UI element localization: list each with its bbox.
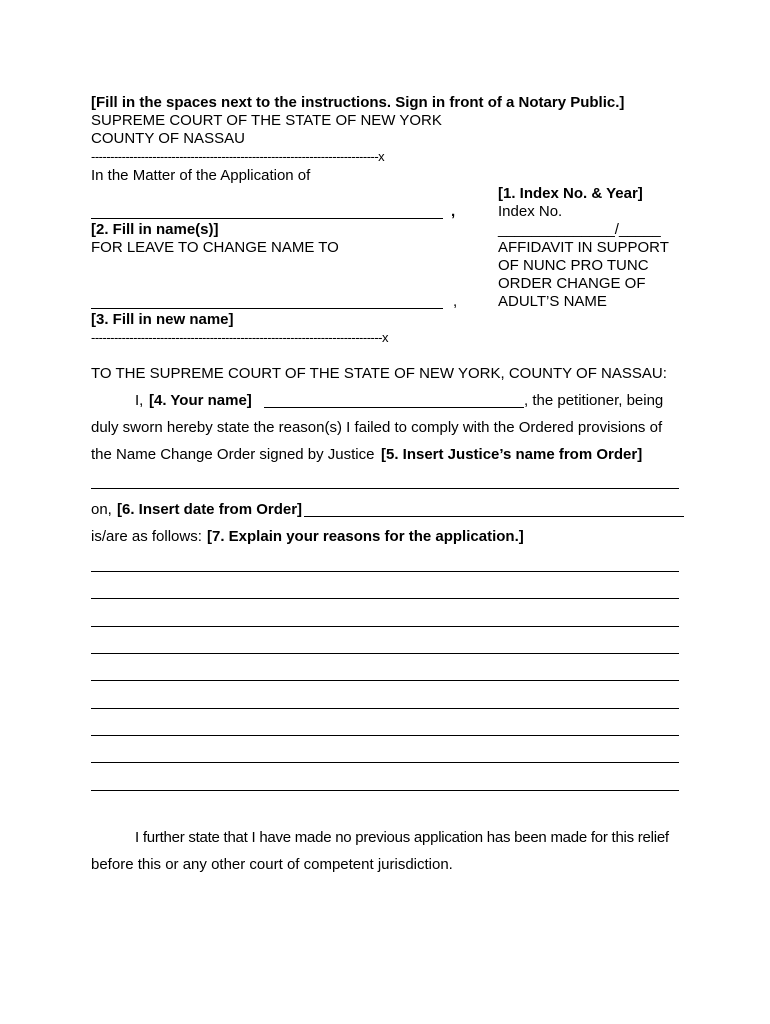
affidavit-title-line-2: OF NUNC PRO TUNC — [498, 257, 649, 274]
matter-of-text: In the Matter of the Application of — [91, 167, 311, 184]
step-7-label: [7. Explain your reasons for the application.] — [207, 528, 524, 545]
petitioner-text: , the petitioner, being — [524, 392, 664, 409]
step-1-label: [1. Index No. & Year] — [498, 185, 643, 202]
leave-to-change-text: FOR LEAVE TO CHANGE NAME TO — [91, 239, 339, 256]
reason-line-1[interactable] — [91, 571, 679, 572]
further-statement-line-1: I further state that I have made no previous application has been made for this relief — [135, 829, 669, 846]
order-date-line[interactable] — [304, 516, 684, 517]
county-name: COUNTY OF NASSAU — [91, 130, 245, 147]
step-4-label: [4. Your name] — [149, 392, 252, 409]
step-3-label: [3. Fill in new name] — [91, 311, 234, 328]
reason-line-9[interactable] — [91, 790, 679, 791]
affidavit-title-line-1: AFFIDAVIT IN SUPPORT — [498, 239, 669, 256]
i-prefix: I, — [135, 392, 144, 409]
justice-name-line[interactable] — [91, 488, 679, 489]
reason-line-4[interactable] — [91, 653, 679, 654]
fill-instructions: [Fill in the spaces next to the instructions. Sign in front of a Notary Public.] — [91, 94, 625, 111]
affidavit-title-line-4: ADULT’S NAME — [498, 293, 607, 310]
court-name: SUPREME COURT OF THE STATE OF NEW YORK — [91, 112, 442, 129]
reason-line-7[interactable] — [91, 735, 679, 736]
index-no-label: Index No. — [498, 203, 563, 220]
step-2-label: [2. Fill in name(s)] — [91, 221, 219, 238]
reason-line-5[interactable] — [91, 680, 679, 681]
affidavit-title-line-3: ORDER CHANGE OF — [498, 275, 646, 292]
reason-line-2[interactable] — [91, 598, 679, 599]
petitioner-names-line[interactable] — [91, 218, 443, 219]
on-text: on, — [91, 501, 112, 518]
reason-line-8[interactable] — [91, 762, 679, 763]
reason-line-6[interactable] — [91, 708, 679, 709]
order-signed-text: the Name Change Order signed by Justice — [91, 446, 375, 463]
new-name-line-comma: , — [453, 293, 458, 310]
step-6-label: [6. Insert date from Order] — [117, 501, 303, 518]
index-no-blank[interactable]: ______________/_____ — [498, 221, 661, 238]
reason-line-3[interactable] — [91, 626, 679, 627]
caption-separator-top: ---------------------------------------------------------------------------x — [91, 149, 385, 164]
follows-text: is/are as follows: — [91, 528, 202, 545]
your-name-line[interactable] — [264, 407, 524, 408]
new-name-line[interactable] — [91, 308, 443, 309]
names-line-comma: , — [451, 203, 456, 220]
further-statement-line-2: before this or any other court of competent jurisdiction. — [91, 856, 453, 873]
step-5-label: [5. Insert Justice’s name from Order] — [381, 446, 643, 463]
sworn-statement: duly sworn hereby state the reason(s) I failed to comply with the Ordered provisions of — [91, 419, 663, 436]
caption-separator-bottom: ----------------------------------------------------------------------------x — [91, 330, 389, 345]
court-address: TO THE SUPREME COURT OF THE STATE OF NEW YORK, COUNTY OF NASSAU: — [91, 365, 667, 382]
